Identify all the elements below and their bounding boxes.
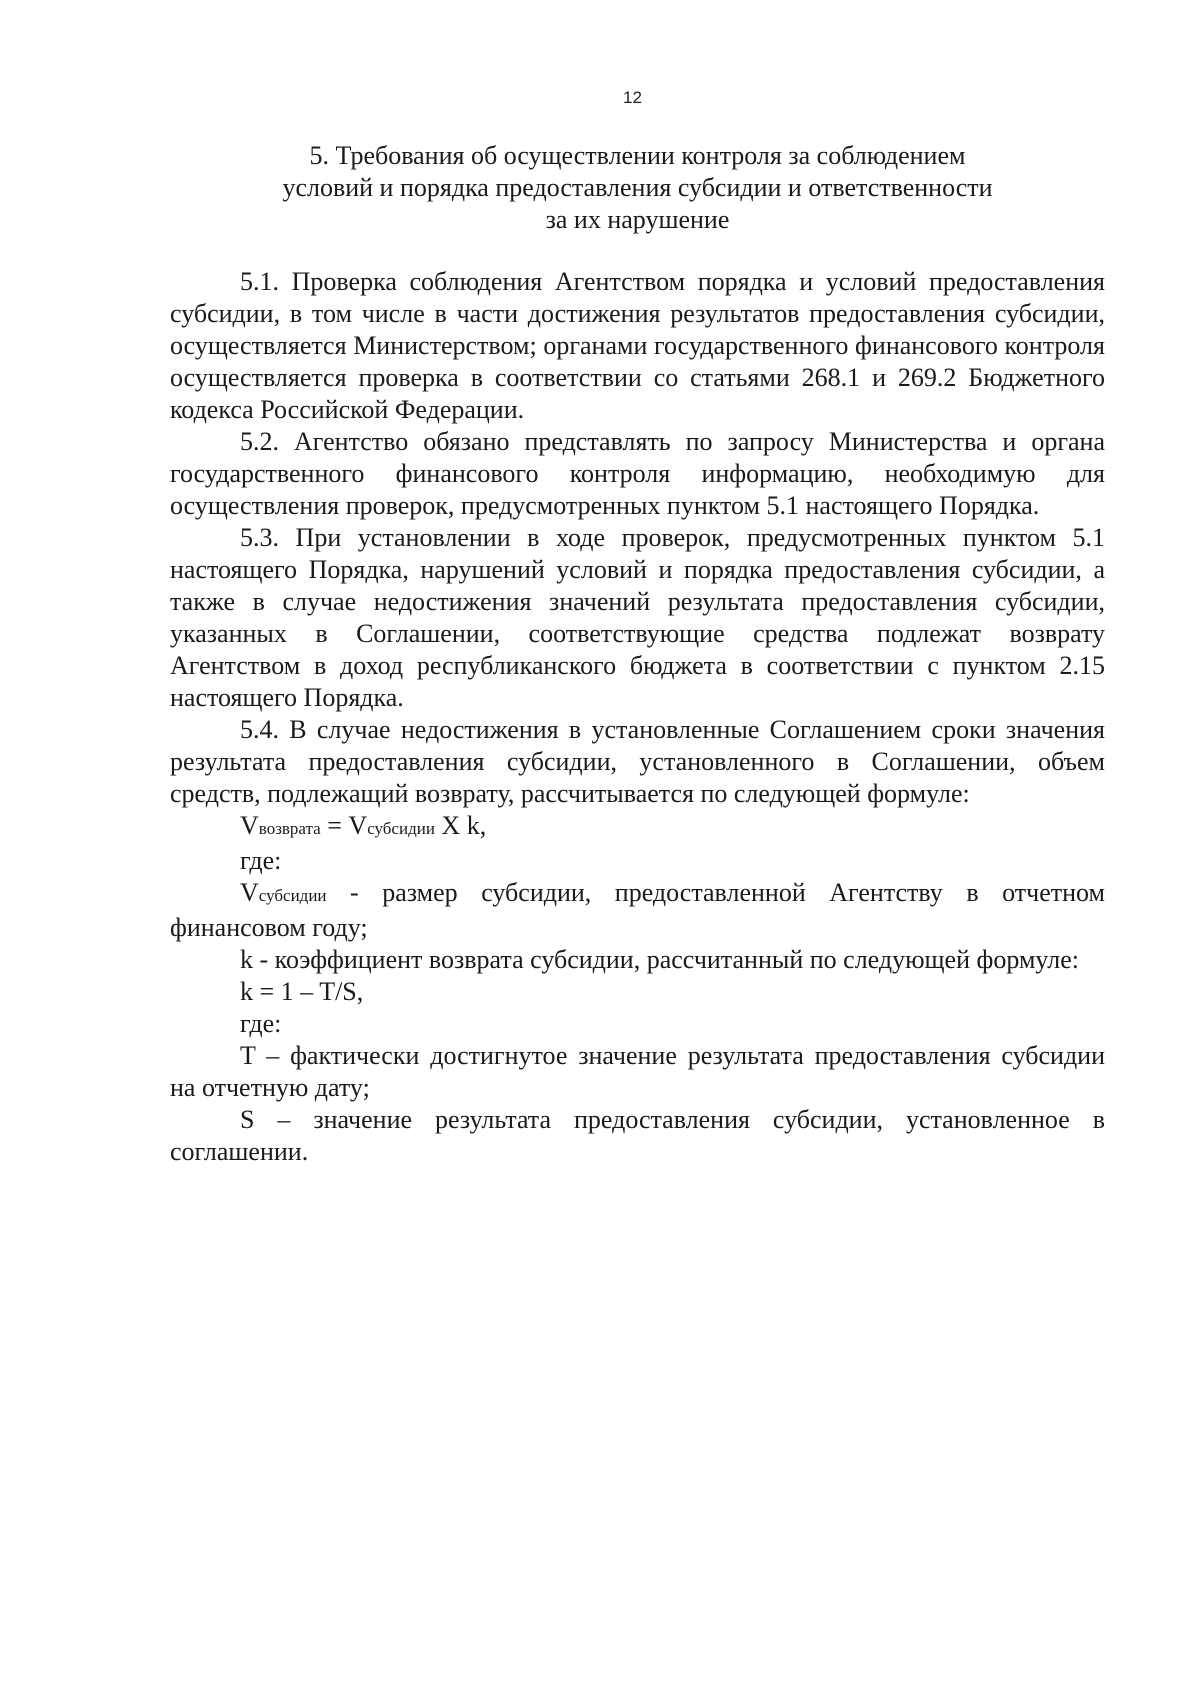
formula-symbol: V bbox=[348, 811, 368, 840]
section-title-line: за их нарушение bbox=[545, 205, 730, 234]
formula-subscript: возврата bbox=[258, 819, 321, 838]
section-title-line: 5. Требования об осуществлении контроля за соблюдением bbox=[309, 141, 966, 170]
page-number: 12 bbox=[623, 88, 642, 107]
definition-k: k - коэффициент возврата субсидии, рассчитанный по следующей формуле: bbox=[240, 945, 1079, 974]
formula-symbol: V bbox=[240, 811, 259, 840]
where-label: где: bbox=[240, 846, 282, 875]
section-title bbox=[170, 140, 1105, 236]
formula-rest: X k, bbox=[434, 811, 487, 840]
paragraph-5-4: 5.4. В случае недостижения в установленные Соглашением сроки значения результата предоставления субсидии, установленного в Соглашении, объем средств, подлежащий возврату, рассчитывается по следующей формуле: bbox=[170, 715, 1105, 808]
formula-operator: = bbox=[320, 811, 349, 840]
paragraph-5-3: 5.3. При установлении в ходе проверок, предусмотренных пунктом 5.1 настоящего Порядка, нарушений условий и порядка предоставления субсидии, а также в случае недостижения значений результата предоставления субсидии, указанных в Соглашении, соответствующие средства подлежат возврату Агентством в доход республиканского бюджета в соответствии с пунктом 2.15 настоящего Порядка. bbox=[170, 523, 1105, 712]
definition-text: - размер субсидии, предоставленной Агентству в отчетном финансовом году; bbox=[170, 878, 1105, 942]
formula-k: k = 1 – T/S, bbox=[240, 977, 364, 1006]
formula-subscript: субсидии bbox=[367, 819, 435, 838]
definition-symbol: V bbox=[240, 878, 259, 907]
formula-refund-volume bbox=[170, 810, 1105, 845]
definition-s: S – значение результата предоставления субсидии, установленное в соглашении. bbox=[170, 1105, 1105, 1166]
definition-t: T – фактически достигнутое значение результата предоставления субсидии на отчетную дату; bbox=[170, 1041, 1105, 1102]
section-title-line: условий и порядка предоставления субсидии и ответственности bbox=[282, 173, 993, 202]
document-body bbox=[170, 266, 1105, 1168]
definition-subscript: субсидии bbox=[258, 886, 327, 905]
paragraph-5-1: 5.1. Проверка соблюдения Агентством порядка и условий предоставления субсидии, в том числе в части достижения результатов предоставления субсидии, осуществляется Министерством; органами государственного финансового контроля осуществляется проверка в соответствии со статьями 268.1 и 269.2 Бюджетного кодекса Российской Федерации. bbox=[170, 267, 1105, 424]
paragraph-5-2: 5.2. Агентство обязано представлять по запросу Министерства и органа государственного финансового контроля информацию, необходимую для осуществления проверок, предусмотренных пунктом 5.1 настоящего Порядка. bbox=[170, 427, 1105, 520]
where-label: где: bbox=[240, 1009, 282, 1038]
definition-v-subsidy bbox=[170, 877, 1105, 944]
